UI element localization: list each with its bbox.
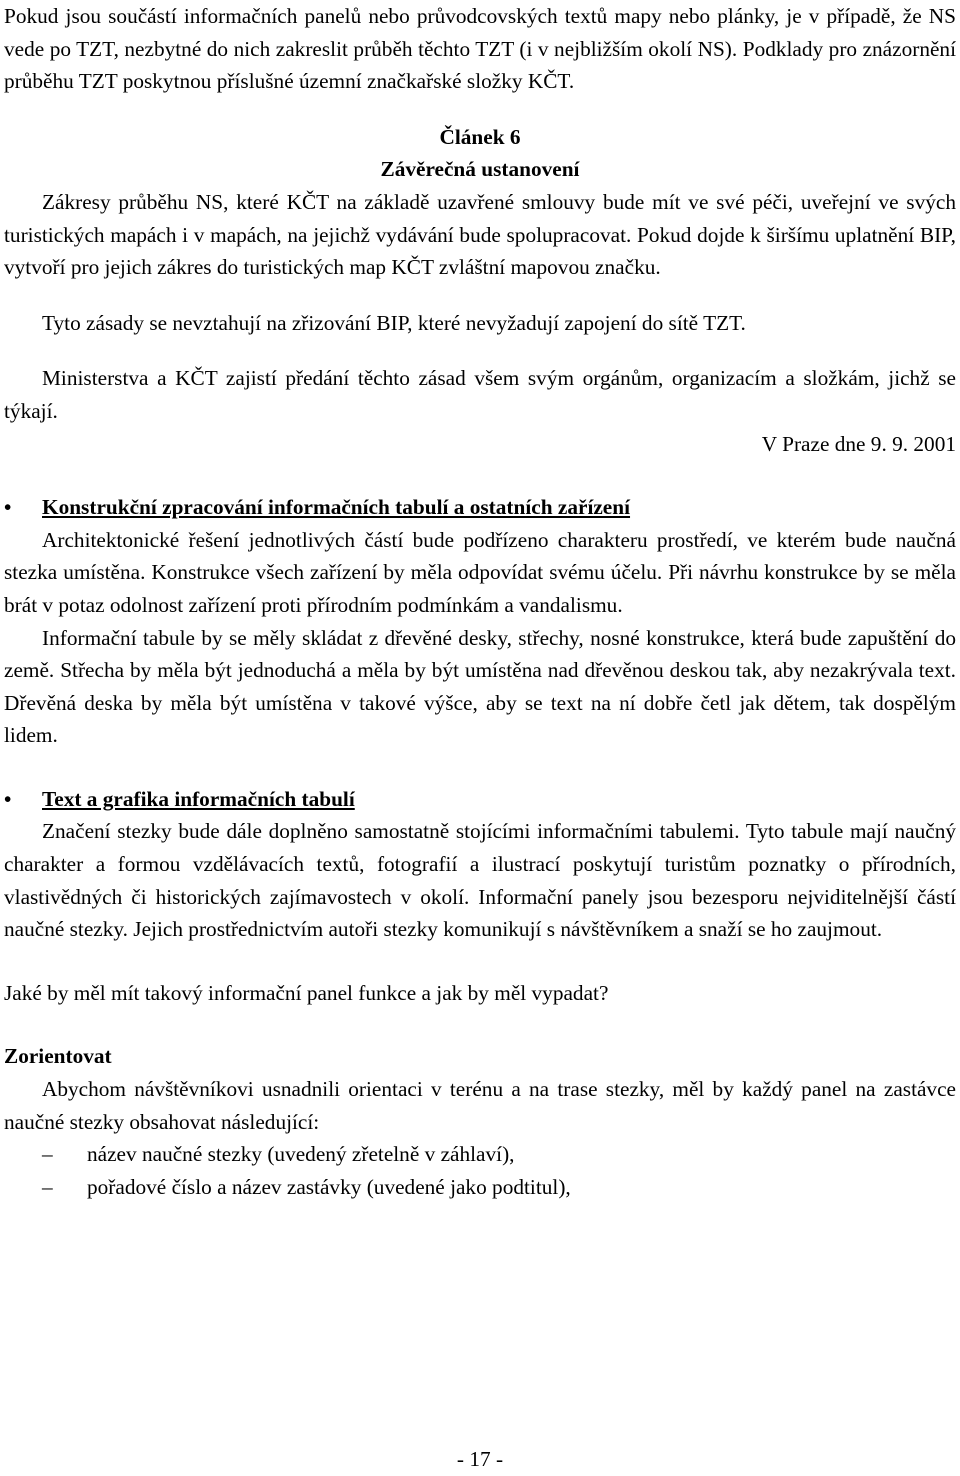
list-item [4,1138,956,1171]
document-page [4,0,956,1203]
dash-marker: – [42,1142,53,1167]
construction-paragraph-1: Architektonické řešení jednotlivých částí bude podřízeno charakteru prostředí, ve kterém bude naučná stezka umístěna. Konstrukce všech zařízení by měla odpovídat svému účelu. Při návrhu konstrukce by se měla brát v potaz odolnost zařízení proti přírodním podmínkám a vandalismu. [4,527,956,617]
list-item-text: název naučné stezky (uvedený zřetelně v záhlaví), [87,1142,515,1167]
bullet-icon: • [4,786,12,811]
date-line: V Praze dne 9. 9. 2001 [761,431,956,456]
orient-heading: Zorientovat [4,1044,112,1069]
section-heading [4,783,956,816]
page-number: - 17 - [456,1447,504,1471]
section-construction [4,491,956,752]
article-paragraph-2: Tyto zásady se nevztahují na zřizování BIP, které nevyžadují zapojení do sítě TZT. [42,310,746,335]
intro-paragraph: Pokud jsou součástí informačních panelů nebo průvodcovských textů mapy nebo plánky, je v případě, že NS vede po TZT, nezbytné do nich zakreslit průběh těchto TZT (i v nejbližším okolí NS). Podklady pro znázornění průběhu TZT poskytnou příslušné územní značkařské složky KČT. [4,4,956,94]
text-paragraph-1: Značení stezky bude dále doplněno samostatně stojícími informačními tabulemi. Tyto tabule mají naučný charakter a formou vzdělávacích textů, fotografií a ilustrací poskytují turistům poznatky o přírodních, vlastivědných či historických zajímavostech v okolí. Informační panely jsou bezesporu nejviditelnější částí naučné stezky. Jejich prostřednictvím autoři stezky komunikují s návštěvníkem a snaží se ho zaujmout. [4,819,956,942]
article-6 [4,121,956,460]
list-item [4,1171,956,1204]
bullet-icon: • [4,495,12,520]
article-number: Článek 6 [439,124,521,149]
question-line: Jaké by měl mít takový informační panel funkce a jak by měl vypadat? [4,980,609,1005]
article-paragraph-3: Ministerstva a KČT zajistí předání těchto zásad všem svým orgánům, organizacím a složkám, jichž se týkají. [4,366,956,423]
section-text-graphics [4,783,956,1010]
section-heading-text: Text a grafika informačních tabulí [42,786,355,811]
list-item-text: pořadové číslo a název zastávky (uvedené jako podtitul), [87,1174,571,1199]
section-heading [4,491,956,524]
orient-paragraph: Abychom návštěvníkovi usnadnili orientaci v terénu a na trase stezky, měl by každý panel na zastávce naučné stezky obsahovat následující: [4,1077,956,1134]
article-title: Závěrečná ustanovení [380,157,580,182]
section-orient [4,1040,956,1203]
construction-paragraph-2: Informační tabule by se měly skládat z dřevěné desky, střechy, nosné konstrukce, která bude zapuštění do země. Střecha by měla být jednoduchá a měla by být umístěna nad dřevěnou deskou tak, aby nezakrývala text. Dřevěná deska by měla být umístěna v takové výšce, aby se text na ní dobře četl jak dětem, tak dospělým lidem. [4,625,956,748]
article-paragraph-1: Zákresy průběhu NS, které KČT na základě uzavřené smlouvy bude mít ve své péči, uveřejní ve svých turistických mapách i v mapách, na jejichž vydávání bude spolupracovat. Pokud dojde k širšímu uplatnění BIP, vytvoří pro jejich zákres do turistických map KČT zvláštní mapovou značku. [4,189,956,280]
section-heading-text: Konstrukční zpracování informačních tabulí a ostatních zařízení [42,495,631,520]
dash-marker: – [42,1174,53,1199]
